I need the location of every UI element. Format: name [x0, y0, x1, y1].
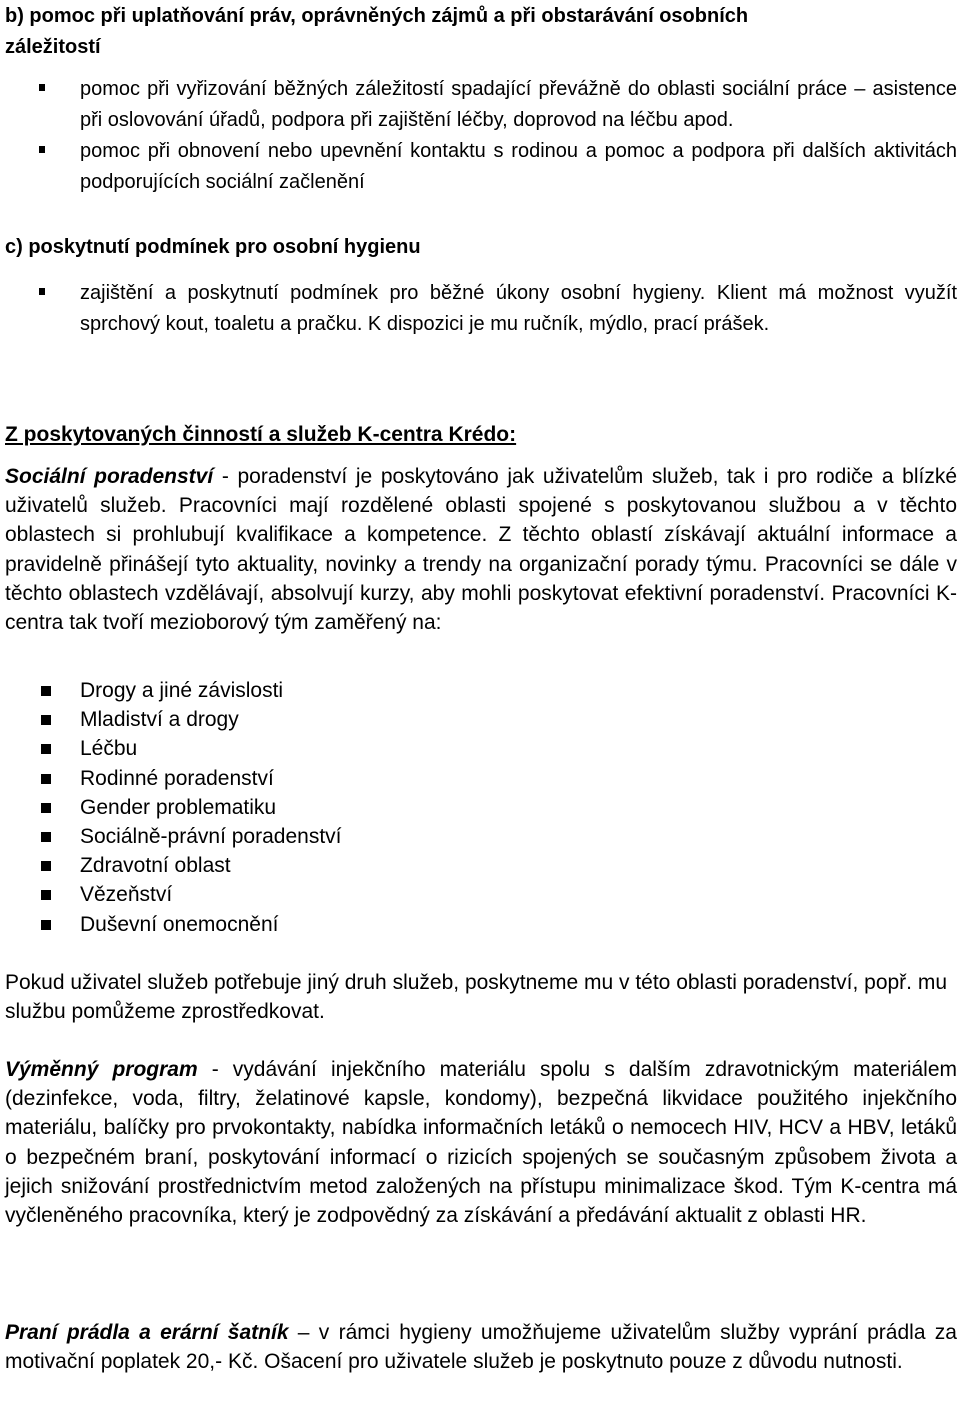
list-item: zajištění a poskytnutí podmínek pro běžné úkony osobní hygieny. Klient má možnost využít sprchový kout, toaletu a pračku. K dispozici je mu ručník, mýdlo, prací prášek. — [5, 278, 957, 340]
section-b-list — [5, 74, 957, 198]
other-services-paragraph: Pokud uživatel služeb potřebuje jiný druh služeb, poskytneme mu v této oblasti poradenství, popř. mu službu pomůžeme zprostředkovat. — [5, 971, 948, 1024]
list-item: Zdravotní oblast — [5, 851, 342, 880]
list-item: Sociálně-právní poradenství — [5, 822, 342, 851]
exchange-text: - vydávání injekčního materiálu spolu s dalším zdravotnickým materiálem (dezinfekce, voda, filtry, želatinové kapsle, kondomy), bezpečná likvidace použitého injekčního materiálu, balíčky pro prvokontakty, nabídka informačních letáků o nemocech HIV, HCV a HBV, letáků o bezpečném braní, poskytování informací o rizicích spojených se současným způsobem života a jejich snižování prostřednictvím metod založených na přístupu minimalizace škod. Tým K-centra má vyčleněného pracovníka, který je zodpovědný za získávání a předávání aktualit z oblasti HR. — [5, 1058, 957, 1228]
counseling-term: Sociální poradenství — [5, 465, 214, 488]
square-bullet-icon — [39, 146, 45, 153]
section-c-list — [5, 278, 957, 340]
list-item: Léčbu — [5, 734, 342, 763]
square-bullet-icon — [41, 744, 51, 754]
list-item: pomoc při obnovení nebo upevnění kontaktu s rodinou a pomoc a podpora při dalších aktivitách podporujících sociální začlenění — [5, 136, 957, 198]
counseling-text: - poradenství je poskytováno jak uživatelům služeb, tak i pro rodiče a blízké uživatelů služeb. Pracovníci mají rozdělené oblasti spojené s poskytovanou službou a v těchto oblastech si prohlubují kvalifikace a kompetence. Z těchto oblastí získávají aktuální informace a pravidelně přinášejí tyto aktuality, novinky a trendy na organizační porady týmu. Pracovníci se dále v těchto oblastech vzdělávají, absolvují kurzy, aby mohli poskytovat efektivní poradenství. Pracovníci K-centra tak tvoří mezioborový tým zaměřený na: — [5, 465, 958, 635]
laundry-term: Praní prádla a erární šatník — [5, 1321, 289, 1344]
laundry-paragraph — [5, 1318, 957, 1376]
square-bullet-icon — [39, 84, 45, 91]
services-heading: Z poskytovaných činností a služeb K-centra Krédo: — [5, 423, 517, 446]
section-b-heading — [5, 1, 955, 63]
list-item: Vězeňství — [5, 880, 342, 909]
list-item: Drogy a jiné závislosti — [5, 676, 342, 705]
square-bullet-icon — [41, 715, 51, 725]
square-bullet-icon — [41, 920, 51, 930]
counseling-paragraph — [5, 462, 957, 637]
square-bullet-icon — [41, 832, 51, 842]
list-item: Mladiství a drogy — [5, 705, 342, 734]
square-bullet-icon — [39, 288, 45, 295]
section-c-heading: c) poskytnutí podmínek pro osobní hygienu — [5, 236, 421, 258]
square-bullet-icon — [41, 803, 51, 813]
list-item: Duševní onemocnění — [5, 910, 342, 939]
square-bullet-icon — [41, 861, 51, 871]
exchange-paragraph — [5, 1055, 957, 1230]
list-item: Rodinné poradenství — [5, 764, 342, 793]
team-areas-list — [5, 676, 342, 939]
square-bullet-icon — [41, 686, 51, 696]
list-item: pomoc při vyřizování běžných záležitostí spadající převážně do oblasti sociální práce – asistence při oslovování úřadů, podpora při zajištění léčby, doprovod na léčbu apod. — [5, 74, 957, 136]
section-b-heading-line2: záležitostí — [5, 36, 101, 58]
square-bullet-icon — [41, 890, 51, 900]
square-bullet-icon — [41, 774, 51, 784]
laundry-text: – v rámci hygieny umožňujeme uživatelům služby vyprání prádla za motivační poplatek 20,- Kč. Ošacení pro uživatele služeb je poskytnuto pouze z důvodu nutnosti. — [5, 1321, 957, 1374]
section-b-heading-line1: b) pomoc při uplatňování práv, oprávněných zájmů a při obstarávání osobních — [5, 5, 749, 27]
exchange-term: Výměnný program — [5, 1058, 198, 1081]
list-item: Gender problematiku — [5, 793, 342, 822]
